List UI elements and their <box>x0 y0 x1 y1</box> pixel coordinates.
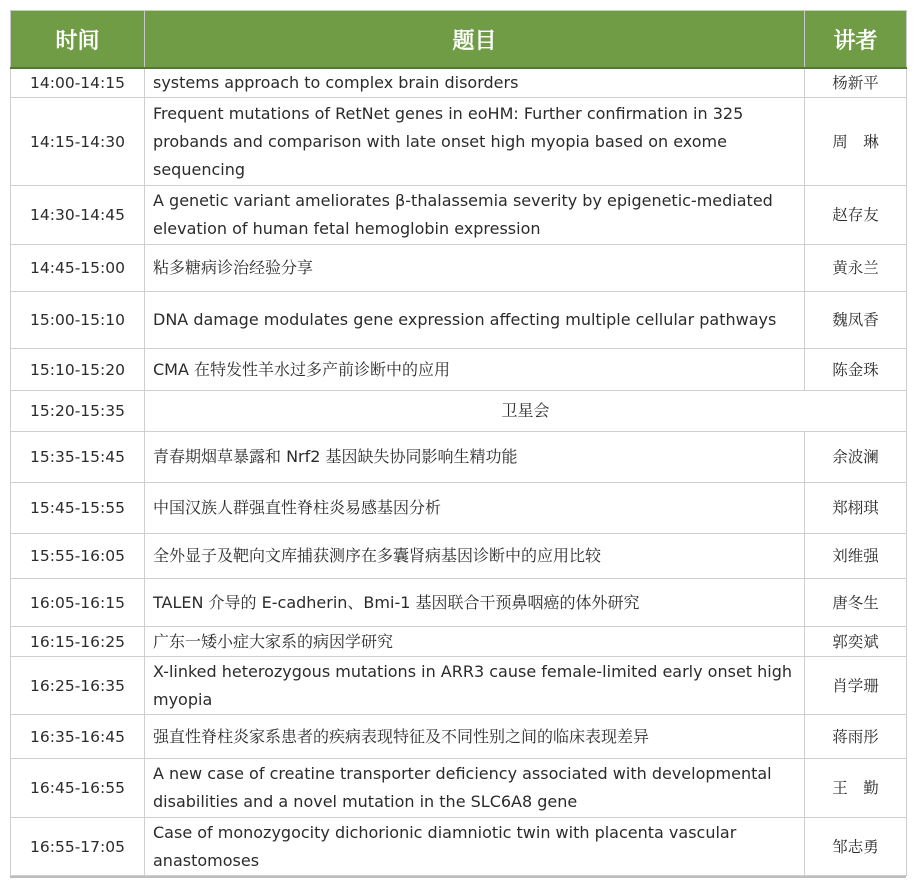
table-row <box>11 759 907 818</box>
speaker-cell: 王 勤 <box>805 759 907 818</box>
speaker-cell: 周 琳 <box>805 98 907 186</box>
title-cell: 粘多糖病诊治经验分享 <box>145 245 805 292</box>
speaker-cell: 陈金珠 <box>805 349 907 391</box>
time-cell: 16:25-16:35 <box>11 657 145 715</box>
speaker-cell: 黄永兰 <box>805 245 907 292</box>
speaker-cell: 肖学珊 <box>805 657 907 715</box>
time-cell: 14:45-15:00 <box>11 245 145 292</box>
speaker-cell: 唐冬生 <box>805 579 907 627</box>
title-cell: A new case of creatine transporter deficiency associated with developmental disabilities and a novel mutation in the SLC6A8 gene <box>145 759 805 818</box>
title-cell: TALEN 介导的 E-cadherin、Bmi-1 基因联合干预鼻咽癌的体外研究 <box>145 579 805 627</box>
time-cell: 15:55-16:05 <box>11 534 145 579</box>
title-cell: 全外显子及靶向文库捕获测序在多囊肾病基因诊断中的应用比较 <box>145 534 805 579</box>
table-row <box>11 349 907 391</box>
time-cell: 14:15-14:30 <box>11 98 145 186</box>
table-row <box>11 68 907 98</box>
header-row <box>11 11 907 69</box>
speaker-cell: 魏凤香 <box>805 292 907 349</box>
title-cell: Frequent mutations of RetNet genes in eoHM: Further confirmation in 325 probands and comparison with late onset high myopia based on exome sequencing <box>145 98 805 186</box>
table-row <box>11 391 907 432</box>
table-row <box>11 534 907 579</box>
time-cell: 16:55-17:05 <box>11 818 145 876</box>
table-row <box>11 245 907 292</box>
header-title: 题目 <box>145 11 805 69</box>
title-cell: A genetic variant ameliorates β-thalassemia severity by epigenetic-mediated elevation of human fetal hemoglobin expression <box>145 186 805 245</box>
title-cell: 广东一矮小症大家系的病因学研究 <box>145 627 805 657</box>
table-row <box>11 627 907 657</box>
speaker-cell: 余波澜 <box>805 432 907 483</box>
speaker-cell: 郑栩琪 <box>805 483 907 534</box>
table-row <box>11 186 907 245</box>
speaker-cell: 郭奕斌 <box>805 627 907 657</box>
table-row <box>11 432 907 483</box>
title-cell: CMA 在特发性羊水过多产前诊断中的应用 <box>145 349 805 391</box>
time-cell: 16:35-16:45 <box>11 715 145 759</box>
time-cell: 15:00-15:10 <box>11 292 145 349</box>
title-cell: Case of monozygocity dichorionic diamniotic twin with placenta vascular anastomoses <box>145 818 805 876</box>
speaker-cell: 赵存友 <box>805 186 907 245</box>
time-cell: 15:10-15:20 <box>11 349 145 391</box>
time-cell: 15:20-15:35 <box>11 391 145 432</box>
time-cell: 16:15-16:25 <box>11 627 145 657</box>
speaker-cell: 蒋雨彤 <box>805 715 907 759</box>
schedule-table <box>10 10 907 876</box>
title-cell: 青春期烟草暴露和 Nrf2 基因缺失协同影响生精功能 <box>145 432 805 483</box>
speaker-cell: 杨新平 <box>805 68 907 98</box>
table-row <box>11 818 907 876</box>
header-time: 时间 <box>11 11 145 69</box>
time-cell: 16:45-16:55 <box>11 759 145 818</box>
table-bottom-border <box>10 876 906 878</box>
title-cell: 卫星会 <box>145 391 907 432</box>
title-cell: X-linked heterozygous mutations in ARR3 cause female-limited early onset high myopia <box>145 657 805 715</box>
time-cell: 16:05-16:15 <box>11 579 145 627</box>
table-row <box>11 98 907 186</box>
table-row <box>11 715 907 759</box>
time-cell: 14:30-14:45 <box>11 186 145 245</box>
speaker-cell: 邹志勇 <box>805 818 907 876</box>
header-speaker: 讲者 <box>805 11 907 69</box>
table-row <box>11 579 907 627</box>
speaker-cell: 刘维强 <box>805 534 907 579</box>
time-cell: 15:45-15:55 <box>11 483 145 534</box>
title-cell: 中国汉族人群强直性脊柱炎易感基因分析 <box>145 483 805 534</box>
time-cell: 14:00-14:15 <box>11 68 145 98</box>
time-cell: 15:35-15:45 <box>11 432 145 483</box>
table-row <box>11 292 907 349</box>
title-cell: systems approach to complex brain disorders <box>145 68 805 98</box>
table-row <box>11 657 907 715</box>
title-cell: 强直性脊柱炎家系患者的疾病表现特征及不同性别之间的临床表现差异 <box>145 715 805 759</box>
title-cell: DNA damage modulates gene expression affecting multiple cellular pathways <box>145 292 805 349</box>
table-row <box>11 483 907 534</box>
